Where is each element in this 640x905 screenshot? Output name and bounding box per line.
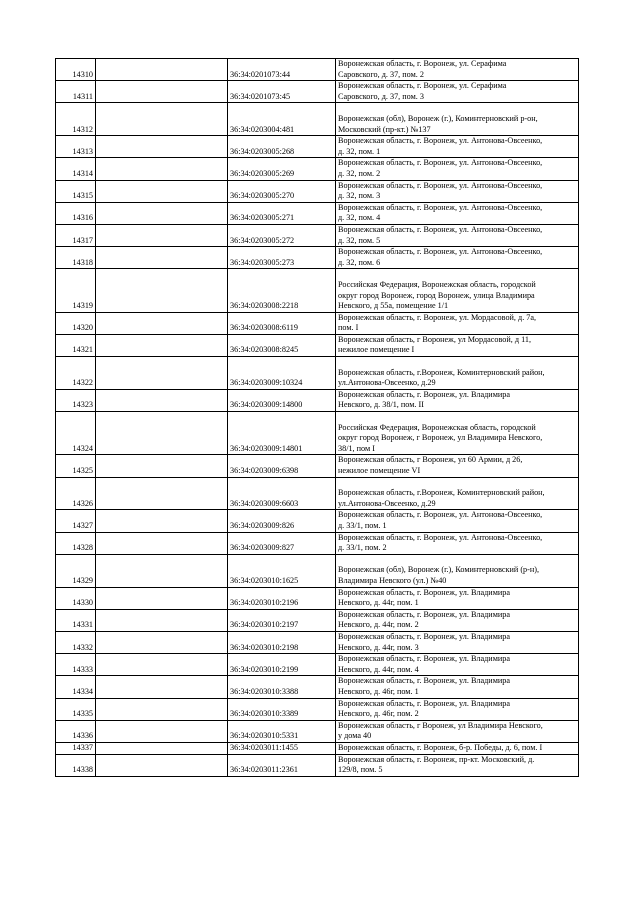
cadastral-number: 36:34:0203009:826 — [228, 510, 336, 532]
empty-cell — [96, 180, 228, 202]
cadastral-number: 36:34:0203010:5331 — [228, 720, 336, 742]
empty-cell — [96, 389, 228, 411]
table-row — [56, 389, 579, 411]
table-row — [56, 158, 579, 180]
cadastral-number: 36:34:0203005:272 — [228, 224, 336, 246]
row-number: 14324 — [56, 412, 96, 455]
empty-cell — [96, 202, 228, 224]
empty-cell — [96, 532, 228, 554]
cadastral-number: 36:34:0203005:270 — [228, 180, 336, 202]
empty-cell — [96, 631, 228, 653]
address: Воронежская область, г.Воронеж, Коминтерновский район, ул.Антонова-Овсеенко, д.29 — [336, 357, 579, 390]
row-number: 14314 — [56, 158, 96, 180]
table-row — [56, 477, 579, 510]
cadastral-number: 36:34:0203010:3389 — [228, 698, 336, 720]
address: Воронежская область, г. Воронеж, б-р. Победы, д. 6, пом. I — [336, 742, 579, 754]
table-row — [56, 202, 579, 224]
table-row — [56, 412, 579, 455]
address: Воронежская область, г. Воронеж, пр-кт. Московский, д. 129/8, пом. 5 — [336, 754, 579, 776]
address: Воронежская область, г. Воронеж, ул. Антонова-Овсеенко, д. 33/1, пом. 1 — [336, 510, 579, 532]
address: Воронежская область, г. Воронеж, ул. Антонова-Овсеенко, д. 32, пом. 4 — [336, 202, 579, 224]
row-number: 14321 — [56, 334, 96, 356]
address: Воронежская область, г. Воронеж, ул. Серафима Саровского, д. 37, пом. 2 — [336, 59, 579, 81]
empty-cell — [96, 103, 228, 136]
row-number: 14335 — [56, 698, 96, 720]
row-number: 14327 — [56, 510, 96, 532]
address: Воронежская область, г. Воронеж, ул. Владимира Невского, д. 46г, пом. 2 — [336, 698, 579, 720]
cadastral-number: 36:34:0203008:8245 — [228, 334, 336, 356]
table-row — [56, 742, 579, 754]
address: Воронежская область, г. Воронеж, ул. Владимира Невского, д. 44г, пом. 2 — [336, 609, 579, 631]
table-row — [56, 103, 579, 136]
cadastral-number: 36:34:0203010:2198 — [228, 631, 336, 653]
table-row — [56, 269, 579, 312]
table-row — [56, 631, 579, 653]
row-number: 14332 — [56, 631, 96, 653]
address: Воронежская область, г. Воронеж, ул. Антонова-Овсеенко, д. 33/1, пом. 2 — [336, 532, 579, 554]
cadastral-number: 36:34:0203011:2361 — [228, 754, 336, 776]
cadastral-number: 36:34:0203010:2199 — [228, 654, 336, 676]
table-row — [56, 247, 579, 269]
empty-cell — [96, 334, 228, 356]
address: Воронежская область, г. Воронеж, ул. Владимира Невского, д. 46г, пом. 1 — [336, 676, 579, 698]
row-number: 14315 — [56, 180, 96, 202]
cadastral-number: 36:34:0203008:2218 — [228, 269, 336, 312]
row-number: 14317 — [56, 224, 96, 246]
row-number: 14310 — [56, 59, 96, 81]
address: Воронежская область, г. Воронеж, ул. Владимира Невского, д. 38/1, пом. II — [336, 389, 579, 411]
address: Воронежская область, г. Воронеж, ул. Владимира Невского, д. 44г, пом. 1 — [336, 587, 579, 609]
empty-cell — [96, 477, 228, 510]
address: Воронежская область, г Воронеж, ул Мордасовой, д 11, нежилое помещение I — [336, 334, 579, 356]
cadastral-number: 36:34:0203011:1455 — [228, 742, 336, 754]
empty-cell — [96, 455, 228, 477]
address: Воронежская область, г. Воронеж, ул. Антонова-Овсеенко, д. 32, пом. 2 — [336, 158, 579, 180]
table-row — [56, 81, 579, 103]
cadastral-number: 36:34:0201073:44 — [228, 59, 336, 81]
row-number: 14326 — [56, 477, 96, 510]
cadastral-number: 36:34:0203009:827 — [228, 532, 336, 554]
address: Воронежская область, г. Воронеж, ул. Владимира Невского, д. 44г, пом. 3 — [336, 631, 579, 653]
table-row — [56, 59, 579, 81]
cadastral-number: 36:34:0203010:2196 — [228, 587, 336, 609]
address: Российская Федерация, Воронежская область, городской округ город Воронеж, город Воронеж, улица Владимира Невского, д 55а, помещение 1/1 — [336, 269, 579, 312]
row-number: 14328 — [56, 532, 96, 554]
row-number: 14334 — [56, 676, 96, 698]
address: Воронежская область, г. Воронеж, ул. Серафима Саровского, д. 37, пом. 3 — [336, 81, 579, 103]
cadastral-number: 36:34:0203010:2197 — [228, 609, 336, 631]
empty-cell — [96, 754, 228, 776]
empty-cell — [96, 676, 228, 698]
table-row — [56, 754, 579, 776]
empty-cell — [96, 554, 228, 587]
cadastral-number: 36:34:0203009:6398 — [228, 455, 336, 477]
empty-cell — [96, 609, 228, 631]
row-number: 14320 — [56, 312, 96, 334]
table-row — [56, 357, 579, 390]
address: Воронежская область, г.Воронеж, Коминтерновский район, ул.Антонова-Овсеенко, д.29 — [336, 477, 579, 510]
row-number: 14319 — [56, 269, 96, 312]
address: Воронежская область, г. Воронеж, ул. Антонова-Овсеенко, д. 32, пом. 6 — [336, 247, 579, 269]
address: Российская Федерация, Воронежская область, городской округ город Воронеж, г Воронеж, ул Владимира Невского, 38/1, пом I — [336, 412, 579, 455]
empty-cell — [96, 247, 228, 269]
empty-cell — [96, 587, 228, 609]
cadastral-number: 36:34:0203009:14801 — [228, 412, 336, 455]
cadastral-number: 36:34:0203009:10324 — [228, 357, 336, 390]
table-row — [56, 180, 579, 202]
address: Воронежская область, г. Воронеж, ул. Мордасовой, д. 7а, пом. I — [336, 312, 579, 334]
cadastral-number: 36:34:0203004:481 — [228, 103, 336, 136]
table-row — [56, 136, 579, 158]
row-number: 14313 — [56, 136, 96, 158]
empty-cell — [96, 742, 228, 754]
address: Воронежская область, г Воронеж, ул 60 Армии, д 26, нежилое помещение VI — [336, 455, 579, 477]
empty-cell — [96, 654, 228, 676]
empty-cell — [96, 510, 228, 532]
empty-cell — [96, 224, 228, 246]
empty-cell — [96, 269, 228, 312]
empty-cell — [96, 698, 228, 720]
cadastral-number: 36:34:0203005:269 — [228, 158, 336, 180]
address: Воронежская (обл), Воронеж (г.), Коминтерновский р-он, Московский (пр-кт.) №137 — [336, 103, 579, 136]
empty-cell — [96, 59, 228, 81]
table-row — [56, 587, 579, 609]
cadastral-number: 36:34:0201073:45 — [228, 81, 336, 103]
address: Воронежская область, г. Воронеж, ул. Владимира Невского, д. 44г, пом. 4 — [336, 654, 579, 676]
cadastral-number: 36:34:0203009:6603 — [228, 477, 336, 510]
row-number: 14316 — [56, 202, 96, 224]
registry-rows — [56, 59, 579, 777]
row-number: 14312 — [56, 103, 96, 136]
table-row — [56, 654, 579, 676]
table-row — [56, 532, 579, 554]
table-row — [56, 698, 579, 720]
address: Воронежская область, г. Воронеж, ул. Антонова-Овсеенко, д. 32, пом. 5 — [336, 224, 579, 246]
table-row — [56, 455, 579, 477]
registry-table — [55, 58, 579, 777]
row-number: 14338 — [56, 754, 96, 776]
row-number: 14325 — [56, 455, 96, 477]
table-row — [56, 720, 579, 742]
empty-cell — [96, 412, 228, 455]
row-number: 14336 — [56, 720, 96, 742]
row-number: 14330 — [56, 587, 96, 609]
empty-cell — [96, 312, 228, 334]
cadastral-number: 36:34:0203005:271 — [228, 202, 336, 224]
row-number: 14311 — [56, 81, 96, 103]
address: Воронежская область, г. Воронеж, ул. Антонова-Овсеенко, д. 32, пом. 3 — [336, 180, 579, 202]
row-number: 14322 — [56, 357, 96, 390]
cadastral-number: 36:34:0203005:273 — [228, 247, 336, 269]
table-row — [56, 554, 579, 587]
cadastral-number: 36:34:0203008:6119 — [228, 312, 336, 334]
address: Воронежская (обл), Воронеж (г.), Коминтерновский (р-н), Владимира Невского (ул.) №40 — [336, 554, 579, 587]
table-row — [56, 676, 579, 698]
empty-cell — [96, 720, 228, 742]
address: Воронежская область, г Воронеж, ул Владимира Невского, у дома 40 — [336, 720, 579, 742]
row-number: 14337 — [56, 742, 96, 754]
address: Воронежская область, г. Воронеж, ул. Антонова-Овсеенко, д. 32, пом. 1 — [336, 136, 579, 158]
cadastral-number: 36:34:0203010:1625 — [228, 554, 336, 587]
row-number: 14329 — [56, 554, 96, 587]
row-number: 14333 — [56, 654, 96, 676]
table-row — [56, 312, 579, 334]
empty-cell — [96, 81, 228, 103]
cadastral-number: 36:34:0203005:268 — [228, 136, 336, 158]
cadastral-number: 36:34:0203009:14800 — [228, 389, 336, 411]
empty-cell — [96, 158, 228, 180]
empty-cell — [96, 136, 228, 158]
row-number: 14323 — [56, 389, 96, 411]
table-row — [56, 609, 579, 631]
table-row — [56, 510, 579, 532]
cadastral-number: 36:34:0203010:3388 — [228, 676, 336, 698]
table-row — [56, 334, 579, 356]
row-number: 14331 — [56, 609, 96, 631]
row-number: 14318 — [56, 247, 96, 269]
table-row — [56, 224, 579, 246]
empty-cell — [96, 357, 228, 390]
